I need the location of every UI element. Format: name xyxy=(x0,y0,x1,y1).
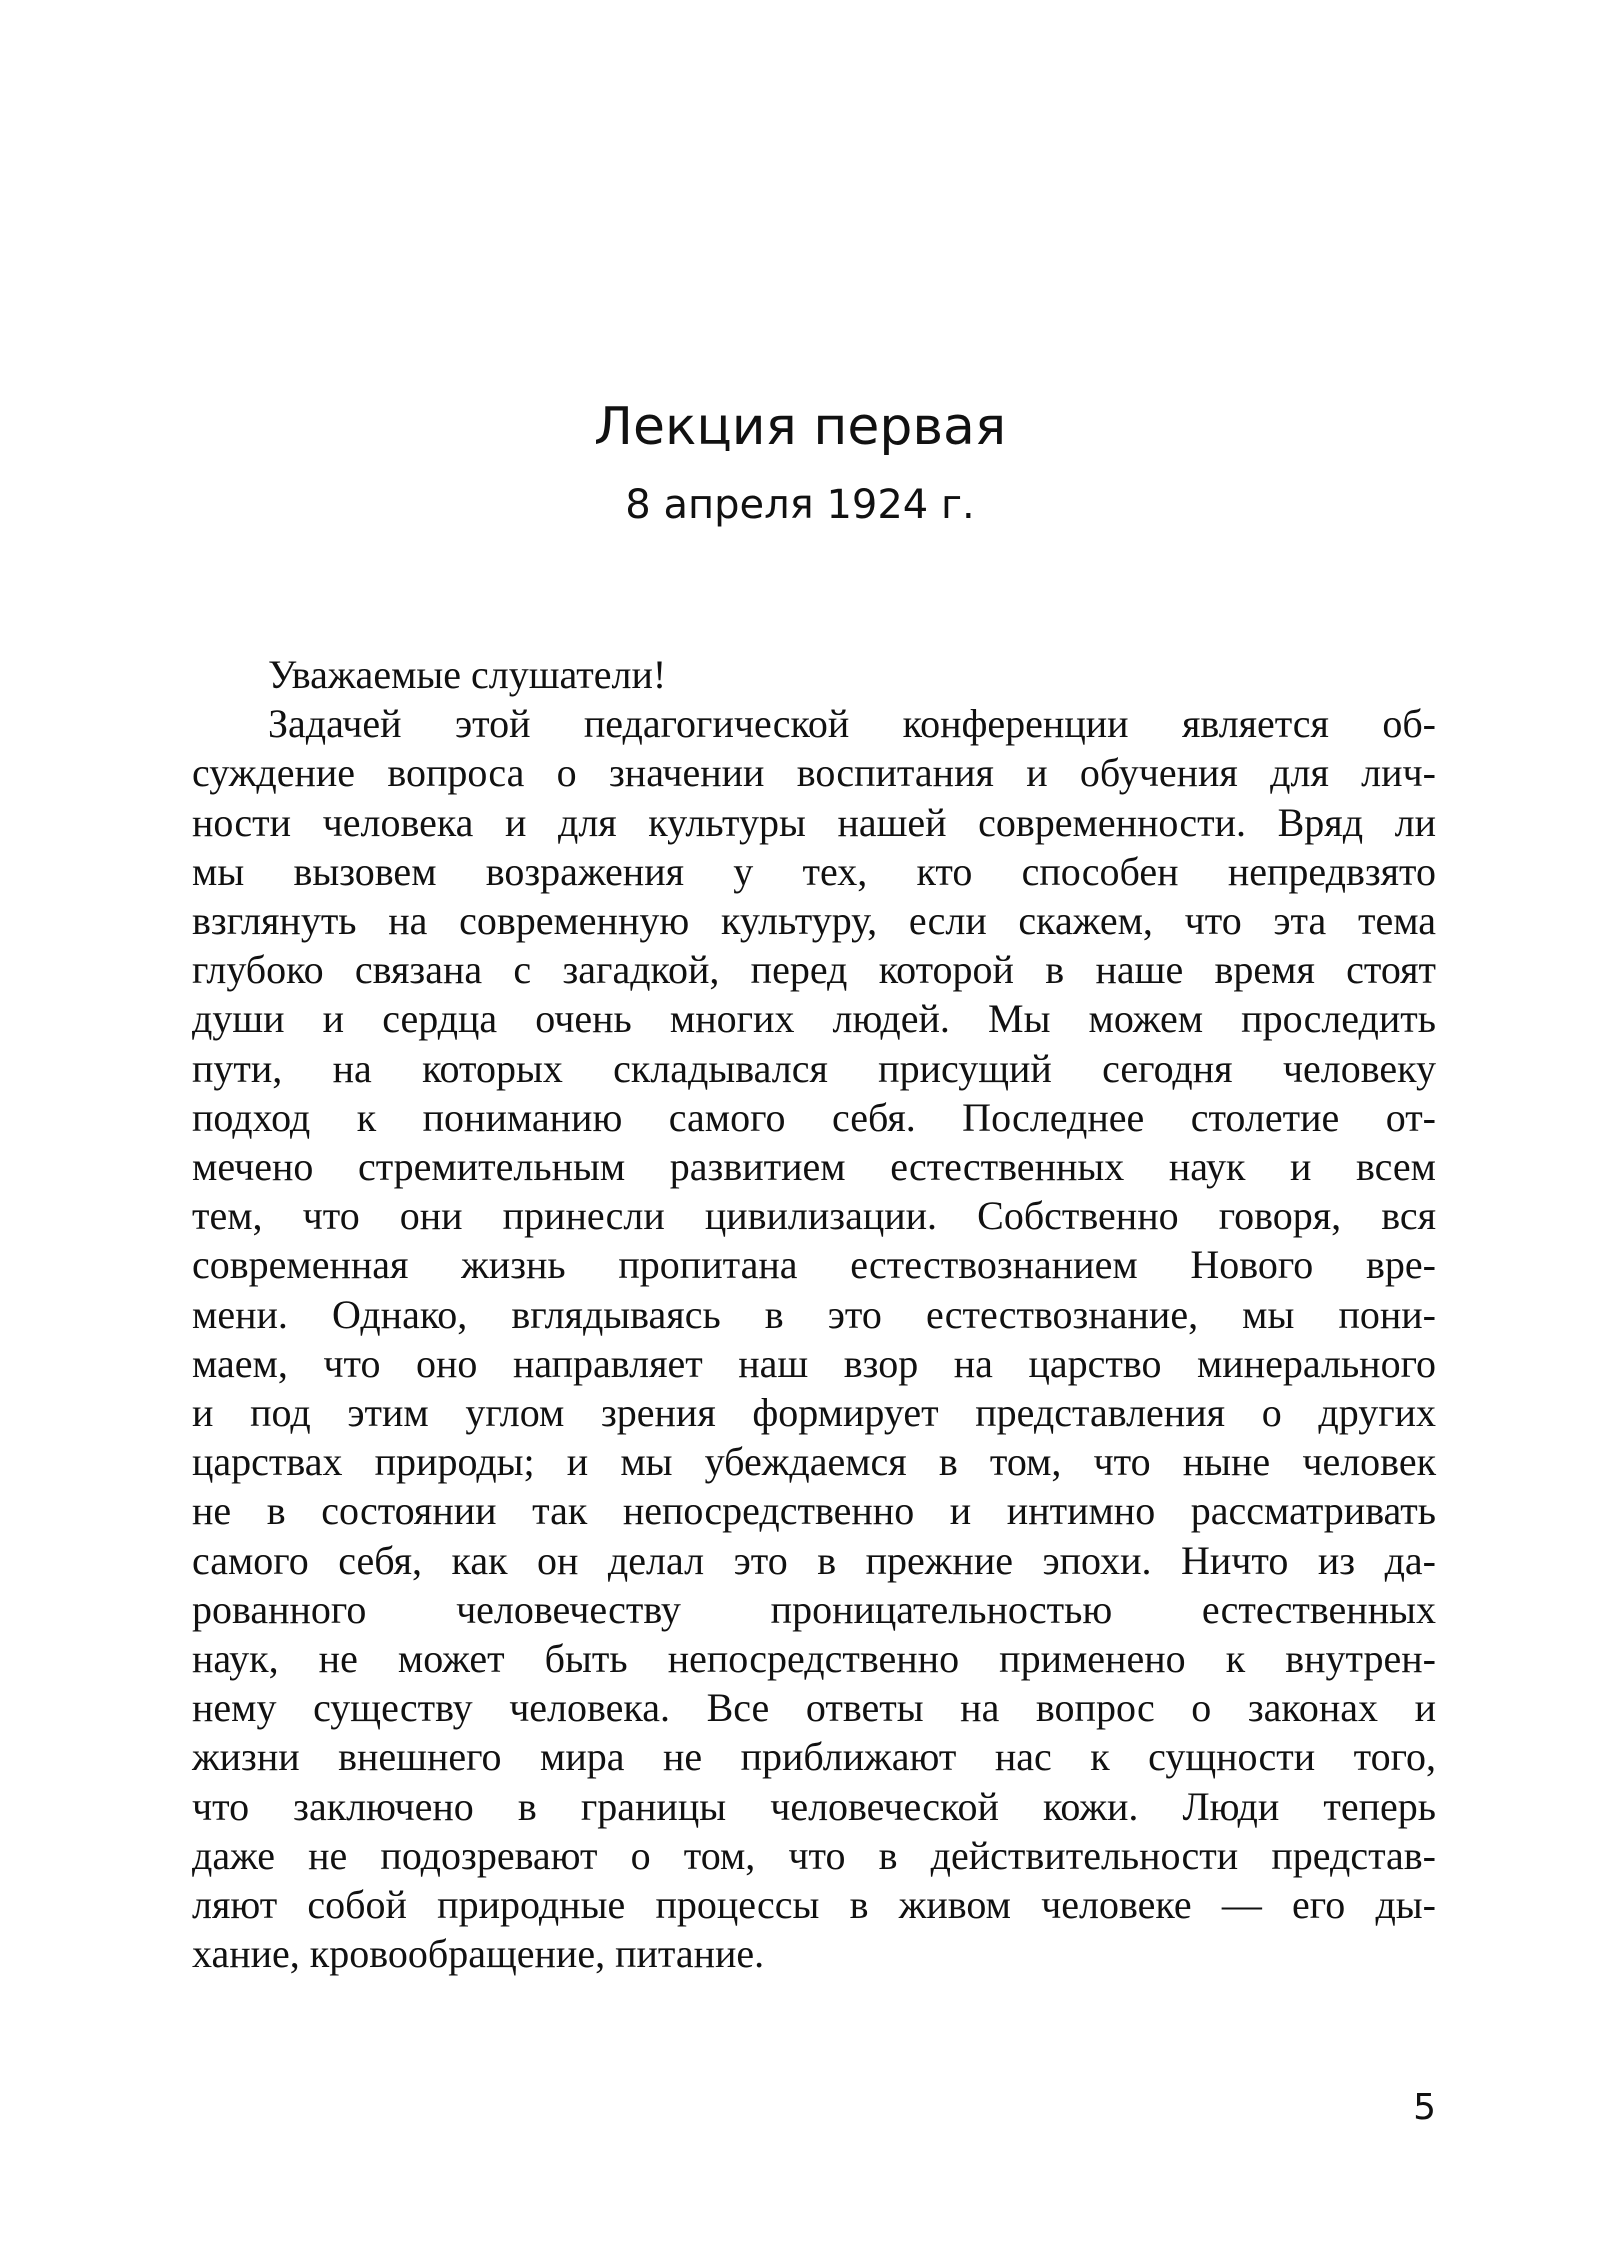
text-line: подход к пониманию самого себя. Последнее столетие от- xyxy=(192,1094,1436,1140)
text-line: тем, что они принесли цивилизации. Собственно говоря, вся xyxy=(192,1193,1436,1239)
text-line: мечено стремительным развитием естественных наук и всем xyxy=(192,1144,1436,1190)
text-line: царствах природы; и мы убеждаемся в том, что ныне человек xyxy=(192,1439,1436,1485)
text-line: пути, на которых складывался присущий сегодня человеку xyxy=(192,1045,1436,1091)
text-line: Задачей этой педагогической конференции является об- xyxy=(268,701,1436,747)
text-line: самого себя, как он делал это в прежние эпохи. Ничто из да- xyxy=(192,1537,1436,1583)
text-line: ности человека и для культуры нашей современности. Вряд ли xyxy=(192,799,1436,845)
salutation: Уважаемые слушатели! xyxy=(268,652,667,697)
text-line: что заключено в границы человеческой кожи. Люди теперь xyxy=(192,1783,1436,1829)
text-line: хание, кровообращение, питание. xyxy=(192,1931,765,1977)
text-line: ляют собой природные процессы в живом человеке — его ды- xyxy=(192,1882,1436,1928)
text-line: взглянуть на современную культуру, если скажем, что эта тема xyxy=(192,898,1436,944)
text-line: суждение вопроса о значении воспитания и обучения для лич- xyxy=(192,750,1436,796)
lecture-date: 8 апреля 1924 г. xyxy=(625,482,975,528)
text-line: маем, что оно направляет наш взор на царство минерального xyxy=(192,1340,1436,1386)
text-line: рованного человечеству проницательностью естественных xyxy=(192,1586,1436,1632)
chapter-title: Лекция первая xyxy=(593,397,1007,457)
text-line: мы вызовем возражения у тех, кто способен непредвзято xyxy=(192,848,1436,894)
text-line: и под этим углом зрения формирует представления о других xyxy=(192,1390,1436,1436)
text-line: даже не подозревают о том, что в действительности представ- xyxy=(192,1832,1436,1878)
text-line: не в состоянии так непосредственно и интимно рассматривать xyxy=(192,1488,1436,1534)
text-line: глубоко связана с загадкой, перед которой в наше время стоят xyxy=(192,947,1436,993)
text-line: души и сердца очень многих людей. Мы можем проследить xyxy=(192,996,1436,1042)
lecture-text xyxy=(192,650,1436,1978)
text-line: наук, не может быть непосредственно применено к внутрен- xyxy=(192,1636,1436,1682)
page-number: 5 xyxy=(1413,2087,1436,2128)
text-line: жизни внешнего мира не приближают нас к сущности того, xyxy=(192,1734,1436,1780)
text-line: нему существу человека. Все ответы на вопрос о законах и xyxy=(192,1685,1436,1731)
text-line: современная жизнь пропитана естествознанием Нового вре- xyxy=(192,1242,1436,1288)
text-line: мени. Однако, вглядываясь в это естествознание, мы пони- xyxy=(192,1291,1436,1337)
